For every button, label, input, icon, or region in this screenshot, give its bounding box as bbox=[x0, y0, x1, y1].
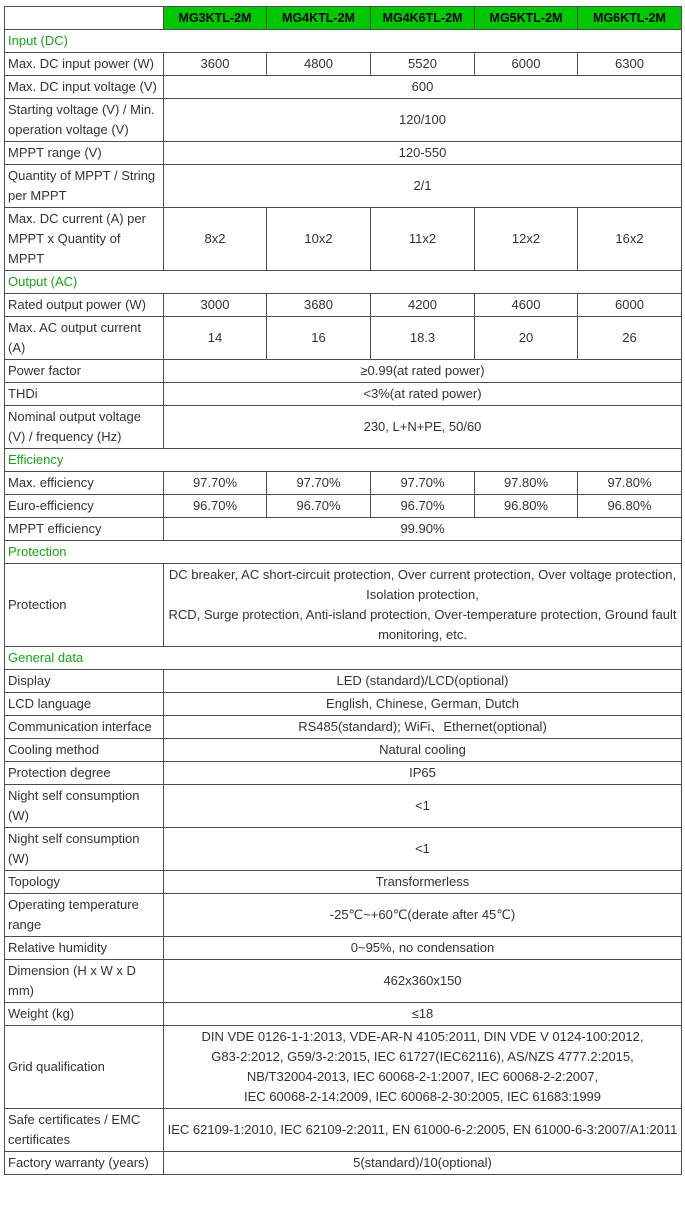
row-label: Factory warranty (years) bbox=[5, 1152, 164, 1175]
row-value: 96.80% bbox=[475, 495, 578, 518]
row-value: 97.80% bbox=[475, 472, 578, 495]
row-value: 97.70% bbox=[371, 472, 475, 495]
table-row bbox=[5, 693, 682, 716]
row-label: Cooling method bbox=[5, 739, 164, 762]
spec-table-body bbox=[5, 30, 682, 1175]
table-row bbox=[5, 472, 682, 495]
row-value: 97.70% bbox=[267, 472, 371, 495]
row-merged-value bbox=[164, 716, 682, 739]
header-corner bbox=[5, 7, 164, 30]
table-row bbox=[5, 762, 682, 785]
value-line: -25℃~+60℃(derate after 45℃) bbox=[329, 907, 516, 922]
row-merged-value bbox=[164, 871, 682, 894]
value-line: 2/1 bbox=[413, 178, 432, 193]
row-value: 10x2 bbox=[267, 208, 371, 271]
row-value: 4200 bbox=[371, 294, 475, 317]
row-merged-value bbox=[164, 518, 682, 541]
section-header-row bbox=[5, 271, 682, 294]
row-merged-value bbox=[164, 142, 682, 165]
row-merged-value bbox=[164, 894, 682, 937]
row-value: 96.70% bbox=[371, 495, 475, 518]
table-row bbox=[5, 894, 682, 937]
row-value: 96.70% bbox=[164, 495, 267, 518]
section-title: Output (AC) bbox=[5, 271, 682, 294]
table-row bbox=[5, 518, 682, 541]
row-label: Max. AC output current (A) bbox=[5, 317, 164, 360]
section-header-row bbox=[5, 647, 682, 670]
row-value: 18.3 bbox=[371, 317, 475, 360]
row-merged-value bbox=[164, 564, 682, 647]
row-value: 97.70% bbox=[164, 472, 267, 495]
value-line: 99.90% bbox=[400, 521, 445, 536]
row-label: Max. DC current (A) per MPPT x Quantity of MPPT bbox=[5, 208, 164, 271]
value-line: 5(standard)/10(optional) bbox=[353, 1155, 492, 1170]
table-row bbox=[5, 739, 682, 762]
row-label: Quantity of MPPT / String per MPPT bbox=[5, 165, 164, 208]
row-merged-value bbox=[164, 1152, 682, 1175]
row-value: 5520 bbox=[371, 53, 475, 76]
table-row bbox=[5, 495, 682, 518]
row-label: Night self consumption (W) bbox=[5, 785, 164, 828]
row-label: Night self consumption (W) bbox=[5, 828, 164, 871]
row-value: 4800 bbox=[267, 53, 371, 76]
row-label: Safe certificates / EMC certificates bbox=[5, 1109, 164, 1152]
table-row bbox=[5, 99, 682, 142]
row-value: 3680 bbox=[267, 294, 371, 317]
row-label: Communication interface bbox=[5, 716, 164, 739]
value-line: DC breaker, AC short-circuit protection, Over current protection, Over voltage protection, Isolation protection, bbox=[168, 567, 677, 602]
row-merged-value bbox=[164, 670, 682, 693]
row-label: Power factor bbox=[5, 360, 164, 383]
row-label: Display bbox=[5, 670, 164, 693]
row-label: Protection degree bbox=[5, 762, 164, 785]
row-label: Starting voltage (V) / Min. operation voltage (V) bbox=[5, 99, 164, 142]
row-value: 6000 bbox=[475, 53, 578, 76]
row-label: Protection bbox=[5, 564, 164, 647]
table-row bbox=[5, 828, 682, 871]
value-line: RS485(standard); WiFi、Ethernet(optional) bbox=[298, 719, 547, 734]
row-label: Weight (kg) bbox=[5, 1003, 164, 1026]
row-label: Dimension (H x W x D mm) bbox=[5, 960, 164, 1003]
row-merged-value bbox=[164, 739, 682, 762]
table-row bbox=[5, 937, 682, 960]
table-row bbox=[5, 317, 682, 360]
model-header: MG5KTL-2M bbox=[475, 7, 578, 30]
section-header-row bbox=[5, 541, 682, 564]
table-row bbox=[5, 208, 682, 271]
row-merged-value bbox=[164, 693, 682, 716]
row-merged-value bbox=[164, 937, 682, 960]
row-merged-value bbox=[164, 1026, 682, 1109]
value-line: G83-2:2012, G59/3-2:2015, IEC 61727(IEC62116), AS/NZS 4777.2:2015, bbox=[211, 1049, 634, 1064]
table-row bbox=[5, 1003, 682, 1026]
row-value: 6300 bbox=[578, 53, 682, 76]
row-label: Operating temperature range bbox=[5, 894, 164, 937]
value-line: NB/T32004-2013, IEC 60068-2-1:2007, IEC 60068-2-2:2007, bbox=[246, 1069, 599, 1084]
section-header-row bbox=[5, 449, 682, 472]
row-value: 96.70% bbox=[267, 495, 371, 518]
row-value: 3600 bbox=[164, 53, 267, 76]
table-row bbox=[5, 960, 682, 1003]
value-line: ≤18 bbox=[411, 1006, 434, 1021]
row-label: Relative humidity bbox=[5, 937, 164, 960]
row-merged-value bbox=[164, 360, 682, 383]
table-row bbox=[5, 871, 682, 894]
value-line: 230, L+N+PE, 50/60 bbox=[363, 419, 482, 434]
row-value: 20 bbox=[475, 317, 578, 360]
row-merged-value bbox=[164, 406, 682, 449]
value-line: <3%(at rated power) bbox=[363, 386, 482, 401]
row-label: Grid qualification bbox=[5, 1026, 164, 1109]
section-title: Protection bbox=[5, 541, 682, 564]
row-value: 16 bbox=[267, 317, 371, 360]
value-line: 120-550 bbox=[398, 145, 447, 160]
row-value: 4600 bbox=[475, 294, 578, 317]
row-merged-value bbox=[164, 1003, 682, 1026]
section-header-row bbox=[5, 30, 682, 53]
table-row bbox=[5, 716, 682, 739]
row-value: 96.80% bbox=[578, 495, 682, 518]
row-value: 11x2 bbox=[371, 208, 475, 271]
table-row bbox=[5, 53, 682, 76]
value-line: RCD, Surge protection, Anti-island protection, Over-temperature protection, Ground fault monitoring, etc. bbox=[168, 607, 677, 642]
value-line: ≥0.99(at rated power) bbox=[360, 363, 485, 378]
table-row bbox=[5, 165, 682, 208]
row-label: Nominal output voltage (V) / frequency (Hz) bbox=[5, 406, 164, 449]
row-value: 8x2 bbox=[164, 208, 267, 271]
row-value: 97.80% bbox=[578, 472, 682, 495]
row-merged-value bbox=[164, 960, 682, 1003]
model-header: MG4KTL-2M bbox=[267, 7, 371, 30]
row-value: 12x2 bbox=[475, 208, 578, 271]
table-row bbox=[5, 1152, 682, 1175]
section-title: Input (DC) bbox=[5, 30, 682, 53]
value-line: English, Chinese, German, Dutch bbox=[326, 696, 519, 711]
table-row bbox=[5, 76, 682, 99]
section-title: General data bbox=[5, 647, 682, 670]
value-line: IEC 60068-2-14:2009, IEC 60068-2-30:2005, IEC 61683:1999 bbox=[243, 1089, 602, 1104]
table-row bbox=[5, 294, 682, 317]
row-label: THDi bbox=[5, 383, 164, 406]
table-row bbox=[5, 383, 682, 406]
value-line: <1 bbox=[415, 841, 430, 856]
value-line: LED (standard)/LCD(optional) bbox=[336, 673, 509, 688]
row-value: 26 bbox=[578, 317, 682, 360]
value-line: Transformerless bbox=[375, 874, 470, 889]
model-header: MG3KTL-2M bbox=[164, 7, 267, 30]
row-merged-value bbox=[164, 785, 682, 828]
table-row bbox=[5, 785, 682, 828]
row-merged-value bbox=[164, 1109, 682, 1152]
row-label: MPPT efficiency bbox=[5, 518, 164, 541]
row-merged-value bbox=[164, 383, 682, 406]
value-line: 0~95%, no condensation bbox=[350, 940, 495, 955]
row-label: Max. efficiency bbox=[5, 472, 164, 495]
row-value: 16x2 bbox=[578, 208, 682, 271]
row-label: Max. DC input power (W) bbox=[5, 53, 164, 76]
value-line: 120/100 bbox=[399, 112, 446, 127]
table-row bbox=[5, 406, 682, 449]
row-value: 6000 bbox=[578, 294, 682, 317]
row-merged-value bbox=[164, 99, 682, 142]
table-row bbox=[5, 1026, 682, 1109]
model-header-row bbox=[5, 7, 682, 30]
row-merged-value bbox=[164, 762, 682, 785]
row-merged-value bbox=[164, 828, 682, 871]
model-header: MG4K6TL-2M bbox=[371, 7, 475, 30]
row-label: Rated output power (W) bbox=[5, 294, 164, 317]
table-row bbox=[5, 360, 682, 383]
row-label: Euro-efficiency bbox=[5, 495, 164, 518]
value-line: DIN VDE 0126-1-1:2013, VDE-AR-N 4105:2011, DIN VDE V 0124-100:2012, bbox=[201, 1029, 644, 1044]
spec-table bbox=[4, 6, 682, 1175]
row-value: 14 bbox=[164, 317, 267, 360]
value-line: <1 bbox=[415, 798, 430, 813]
row-merged-value bbox=[164, 165, 682, 208]
row-label: Max. DC input voltage (V) bbox=[5, 76, 164, 99]
table-row bbox=[5, 142, 682, 165]
value-line: 462x360x150 bbox=[383, 973, 462, 988]
row-label: Topology bbox=[5, 871, 164, 894]
table-row bbox=[5, 670, 682, 693]
value-line: 600 bbox=[411, 79, 434, 94]
row-label: MPPT range (V) bbox=[5, 142, 164, 165]
value-line: Natural cooling bbox=[379, 742, 466, 757]
spec-table-container bbox=[4, 6, 681, 1175]
table-row bbox=[5, 564, 682, 647]
row-value: 3000 bbox=[164, 294, 267, 317]
value-line: IEC 62109-1:2010, IEC 62109-2:2011, EN 61000-6-2:2005, EN 61000-6-3:2007/A1:2011 bbox=[167, 1122, 678, 1137]
value-line: IP65 bbox=[409, 765, 436, 780]
row-merged-value bbox=[164, 76, 682, 99]
row-label: LCD language bbox=[5, 693, 164, 716]
table-row bbox=[5, 1109, 682, 1152]
model-header: MG6KTL-2M bbox=[578, 7, 682, 30]
section-title: Efficiency bbox=[5, 449, 682, 472]
